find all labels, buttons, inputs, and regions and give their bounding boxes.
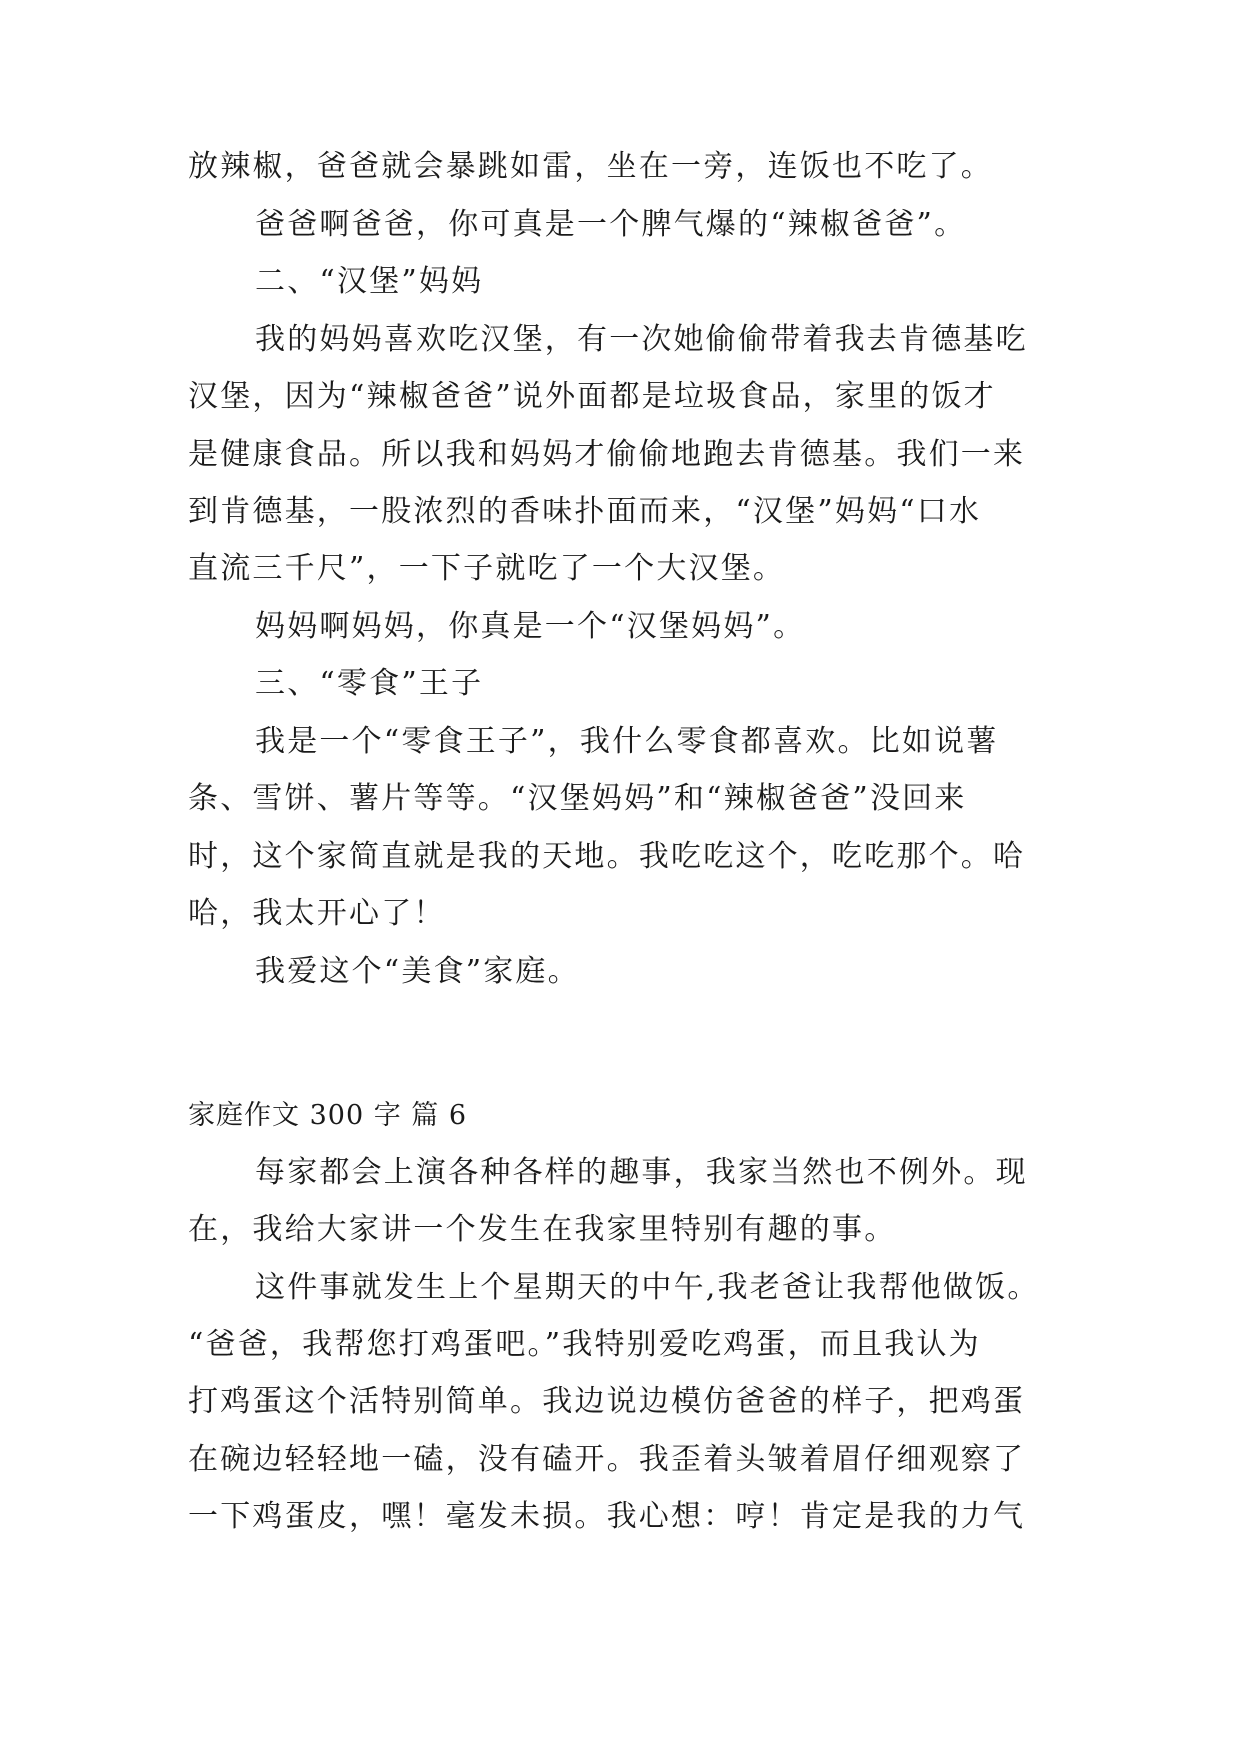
text-line: 条、雪饼、薯片等等。“汉堡妈妈”和“辣椒爸爸”没回来 xyxy=(188,781,967,816)
paragraph-line: 爸爸啊爸爸，你可真是一个脾气爆的“辣椒爸爸”。 xyxy=(255,207,967,242)
paragraph-line: 我是一个“零食王子”，我什么零食都喜欢。比如说薯 xyxy=(255,724,999,759)
text-line: 汉堡，因为“辣椒爸爸”说外面都是垃圾食品，家里的饭才 xyxy=(188,379,996,414)
article-title: 家庭作文 300 字 篇 6 xyxy=(188,1100,468,1131)
text-line: 到肯德基，一股浓烈的香味扑面而来，“汉堡”妈妈“口水 xyxy=(188,494,982,529)
text-line: 打鸡蛋这个活特别简单。我边说边模仿爸爸的样子，把鸡蛋 xyxy=(188,1384,1026,1419)
paragraph-line: 我爱这个“美食”家庭。 xyxy=(255,954,580,989)
paragraph-line: 妈妈啊妈妈，你真是一个“汉堡妈妈”。 xyxy=(255,609,806,644)
paragraph-line: 我的妈妈喜欢吃汉堡，有一次她偷偷带着我去肯德基吃 xyxy=(255,322,1028,357)
text-line: 在，我给大家讲一个发生在我家里特别有趣的事。 xyxy=(188,1212,897,1247)
section-heading: 二、“汉堡”妈妈 xyxy=(255,264,484,299)
text-line: 一下鸡蛋皮，嘿！毫发未损。我心想：哼！肯定是我的力气 xyxy=(188,1499,1026,1534)
text-line: 在碗边轻轻地一磕，没有磕开。我歪着头皱着眉仔细观察了 xyxy=(188,1442,1026,1477)
text-line: 哈，我太开心了！ xyxy=(188,896,446,931)
text-line: 时，这个家简直就是我的天地。我吃吃这个，吃吃那个。哈 xyxy=(188,839,1026,874)
paragraph-line: 每家都会上演各种各样的趣事，我家当然也不例外。现 xyxy=(255,1155,1028,1190)
text-line: 放辣椒，爸爸就会暴跳如雷，坐在一旁，连饭也不吃了。 xyxy=(188,149,993,184)
text-line: 是健康食品。所以我和妈妈才偷偷地跑去肯德基。我们一来 xyxy=(188,437,1026,472)
text-line: “爸爸，我帮您打鸡蛋吧。”我特别爱吃鸡蛋，而且我认为 xyxy=(188,1327,981,1362)
section-heading: 三、“零食”王子 xyxy=(255,666,484,701)
paragraph-line: 这件事就发生上个星期天的中午,我老爸让我帮他做饭。 xyxy=(255,1270,1040,1305)
text-line: 直流三千尺”，一下子就吃了一个大汉堡。 xyxy=(188,551,786,586)
